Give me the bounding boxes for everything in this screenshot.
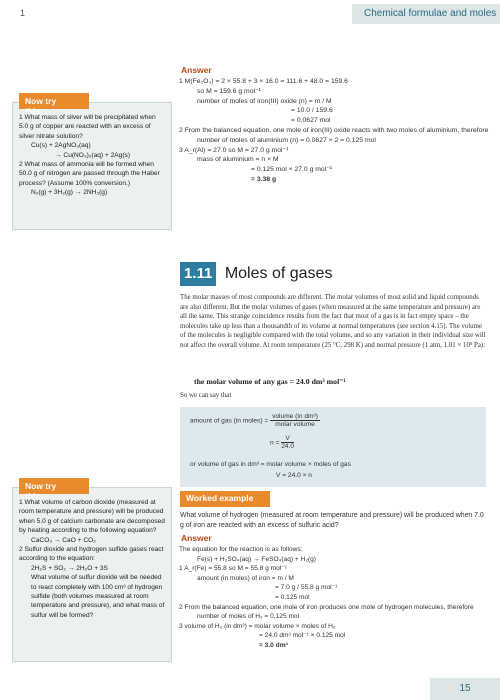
page-number: 15 [430, 678, 500, 700]
answer-line: so M = 159.6 g mol⁻¹ [197, 87, 261, 95]
answer-line: amount (in moles) of iron = m / M [197, 574, 294, 582]
question-text: 1 What mass of silver will be precipitated when 5.0 g of copper are reacted with an excess of silver nitrate solution? [19, 114, 156, 140]
answer-line: = 0.0627 mol [291, 117, 331, 125]
now-try-questions [19, 113, 165, 198]
answer-heading: Answer [181, 533, 212, 543]
answer-line: 2 From the balanced equation, one mole of iron(III) oxide reacts with two moles of aluminium, therefore [179, 126, 489, 134]
body-paragraph: The molar masses of most compounds are different. The molar volumes of most solid and liquid compounds are also different. But the molar volumes of gases (when measured at the same temperature and pressure) are all the same. This strange coincidence results from the fact that most of a gas is in fact empty space – the molecules take up less than a thousandth of its volume at normal temperatures (see section 4.15). The volume of the molecules is negligible compared with the total volume, and so any variation in their individual size will not affect the overall volume. At room temperature (25 °C, 298 K) and normal pressure (1 atm, 1.01 × 10⁵ Pa): [180, 294, 486, 349]
answer-line: 1 A_r(Fe) = 55.8 so M = 55.8 g mol⁻¹ [179, 565, 287, 573]
answer-line: mass of aluminium = n × M [197, 156, 279, 164]
question-text: 1 What volume of carbon dioxide (measured at room temperature and pressure) will be produced when 5.0 g of calcium carbonate are decomposed by heating according to the following equation? [19, 499, 165, 535]
worked-example-heading: Worked example [180, 491, 270, 507]
question-text: What volume of sulfur dioxide will be needed to react completely with 100 cm³ of hydrogen sulfide (both volumes measured at room temperature and pressure), and what mass of sulfur will be formed? [31, 574, 165, 619]
answer-line: 2 From the balanced equation, one mole of iron produces one mole of hydrogen molecules, therefore [179, 603, 474, 611]
section-title: Moles of gases [224, 265, 333, 282]
equation-box [180, 407, 486, 487]
answer-line: number of moles of aluminium (n) = 0.0627 × 2 = 0.125 mol [197, 136, 376, 144]
now-try-heading: Now try this [19, 478, 89, 494]
worked-example-working [179, 545, 489, 651]
answer-line: Fe(s) + H₂SO₄(aq) → FeSO₄(aq) + H₂(g) [197, 555, 316, 563]
question-text: 2 Sulfur dioxide and hydrogen sulfide gases react according to the equation: [19, 546, 164, 563]
answer-line: = 0.125 mol [275, 593, 310, 601]
section-heading [180, 262, 332, 286]
now-try-questions [19, 498, 165, 620]
answer-line: The equation for the reaction is as follows: [179, 546, 303, 553]
worked-example-question: What volume of hydrogen (measured at room temperature and pressure) will be produced when 7.0 g of iron are reacted with an excess of sulfuric acid? [180, 512, 484, 529]
chapter-number: 1 [20, 8, 26, 18]
answer-line: number of moles of iron(III) oxide (n) = m / M [197, 97, 332, 105]
answer-line: = 0.125 mol × 27.0 g mol⁻¹ [251, 166, 333, 174]
answer-line: 1 M(Fe₂O₃) = 2 × 55.8 + 3 × 16.0 = 111.6 + 48.0 = 159.6 [179, 78, 348, 85]
equation-line: V = 24.0 × n [276, 472, 312, 479]
page-header [0, 0, 500, 28]
question-text: 2 What mass of ammonia will be formed when 50.0 g of nitrogen are passed through the Haber process? (Assume 100% conversion.) [19, 161, 160, 187]
answer-line: = 10.0 / 159.6 [291, 107, 333, 115]
answer-line-result: = 3.0 dm³ [259, 641, 288, 649]
lead-in-text: So we can say that [180, 392, 232, 399]
answer-line: = 24.0 dm³ mol⁻¹ × 0.125 mol [259, 632, 346, 640]
answer-line: 3 volume of H₂ (in dm³) = molar volume × moles of H₂ [179, 622, 336, 630]
equation-line: amount of gas (in moles) = $\frac{\text{volume (in dm³)}}{\text{molar volume}}$ [190, 413, 318, 428]
equation-line: Cu(s) + 2AgNO₃(aq) [31, 142, 91, 150]
equation-line: 2H₂S + SO₂ → 2H₂O + 3S [31, 564, 108, 572]
answer-1-working [179, 77, 489, 185]
now-try-box-1 [12, 96, 172, 230]
answer-line: 3 A_r(Al) = 27.0 so M = 27.0 g mol⁻¹ [179, 146, 289, 154]
chapter-title: Chemical formulae and moles [352, 4, 500, 24]
equation-line: CaCO₃ → CaO + CO₂ [31, 536, 96, 544]
equation-line: n = $\frac{V}{24.0}$ [270, 435, 295, 450]
equation-line: or volume of gas in dm³ = molar volume × moles of gas [190, 461, 351, 468]
equation-line: N₂(g) + 3H₂(g) → 2NH₃(g) [31, 189, 108, 197]
answer-heading: Answer [181, 65, 212, 75]
now-try-heading: Now try this [19, 93, 89, 109]
answer-line: = 7.0 g / 55.8 g mol⁻¹ [275, 584, 338, 592]
now-try-box-2 [12, 481, 172, 662]
key-statement: the molar volume of any gas = 24.0 dm³ mol⁻¹ [194, 377, 346, 386]
answer-line: number of moles of H₂ = 0.125 mol [197, 613, 300, 621]
section-number: 1.11 [180, 262, 216, 286]
answer-line-result: = 3.38 g [251, 175, 277, 183]
equation-line: → Cu(NO₃)₂(aq) + 2Ag(s) [55, 151, 131, 159]
